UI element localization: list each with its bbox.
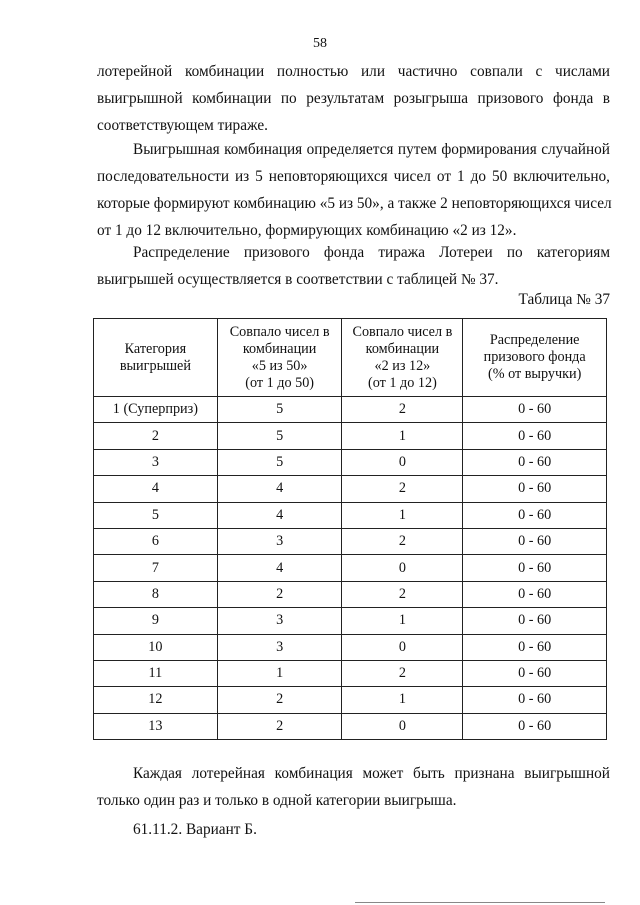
cell-category: 3 (94, 449, 218, 475)
cell-distribution: 0 - 60 (463, 687, 607, 713)
cell-match-5-of-50: 5 (217, 449, 342, 475)
text-line: которые формируют комбинацию «5 из 50», а также 2 неповторяющихся чисел (97, 195, 612, 212)
cell-distribution: 0 - 60 (463, 476, 607, 502)
table-row (94, 528, 607, 554)
table-caption: Таблица № 37 (518, 291, 610, 308)
cell-match-2-of-12: 1 (342, 687, 463, 713)
text-line: Выигрышная комбинация определяется путем формирования случайной (133, 141, 610, 158)
cell-match-5-of-50: 3 (217, 634, 342, 660)
table-row (94, 502, 607, 528)
cell-category: 4 (94, 476, 218, 502)
text-line: выигрышной комбинации по результатам розыгрыша призового фонда в (97, 90, 610, 107)
header-category: Категория выигрышей (94, 319, 218, 397)
text-line: соответствующем тираже. (97, 117, 268, 134)
cell-category: 9 (94, 608, 218, 634)
cell-category: 13 (94, 713, 218, 739)
text-line: 61.11.2. Вариант Б. (133, 821, 257, 838)
cell-match-5-of-50: 5 (217, 397, 342, 423)
header-match-2-of-12: Совпало чисел в комбинации «2 из 12» (от 1 до 12) (342, 319, 463, 397)
paragraph-winning-combination (97, 136, 610, 244)
cell-category: 2 (94, 423, 218, 449)
table-row (94, 423, 607, 449)
cell-match-2-of-12: 0 (342, 449, 463, 475)
cell-distribution: 0 - 60 (463, 660, 607, 686)
cell-distribution: 0 - 60 (463, 502, 607, 528)
cell-category: 6 (94, 528, 218, 554)
cell-match-2-of-12: 1 (342, 423, 463, 449)
cell-match-2-of-12: 2 (342, 476, 463, 502)
cell-match-2-of-12: 1 (342, 502, 463, 528)
text-line: последовательности из 5 неповторяющихся чисел от 1 до 50 включительно, (97, 168, 610, 185)
page-footer-divider (355, 902, 605, 903)
cell-match-2-of-12: 1 (342, 608, 463, 634)
cell-distribution: 0 - 60 (463, 581, 607, 607)
cell-distribution: 0 - 60 (463, 528, 607, 554)
cell-category: 8 (94, 581, 218, 607)
page-number: 58 (313, 36, 327, 51)
cell-match-2-of-12: 0 (342, 555, 463, 581)
paragraph-single-win (97, 760, 610, 814)
text-line: от 1 до 12 включительно, формирующих комбинацию «2 из 12». (97, 222, 517, 239)
cell-match-2-of-12: 2 (342, 528, 463, 554)
table-row (94, 476, 607, 502)
cell-category: 1 (Суперприз) (94, 397, 218, 423)
cell-category: 5 (94, 502, 218, 528)
cell-category: 11 (94, 660, 218, 686)
cell-match-5-of-50: 5 (217, 423, 342, 449)
cell-match-5-of-50: 2 (217, 687, 342, 713)
table-row (94, 713, 607, 739)
header-match-5-of-50: Совпало чисел в комбинации «5 из 50» (от 1 до 50) (217, 319, 342, 397)
table-row (94, 660, 607, 686)
cell-match-2-of-12: 2 (342, 397, 463, 423)
cell-match-5-of-50: 3 (217, 608, 342, 634)
cell-distribution: 0 - 60 (463, 713, 607, 739)
table-row (94, 397, 607, 423)
cell-distribution: 0 - 60 (463, 634, 607, 660)
cell-match-5-of-50: 2 (217, 581, 342, 607)
table-row (94, 581, 607, 607)
table-row (94, 608, 607, 634)
paragraph-distribution (97, 239, 610, 293)
cell-distribution: 0 - 60 (463, 555, 607, 581)
header-prize-distribution: Распределение призового фонда (% от выручки) (463, 319, 607, 397)
text-line: только один раз и только в одной категории выигрыша. (97, 792, 457, 809)
section-heading-variant-b (97, 816, 610, 843)
cell-match-5-of-50: 1 (217, 660, 342, 686)
cell-distribution: 0 - 60 (463, 397, 607, 423)
table-row (94, 449, 607, 475)
table-row (94, 555, 607, 581)
cell-distribution: 0 - 60 (463, 608, 607, 634)
paragraph-continuation (97, 58, 610, 139)
cell-match-2-of-12: 0 (342, 713, 463, 739)
table-header-row (94, 319, 607, 397)
text-line: Каждая лотерейная комбинация может быть признана выигрышной (133, 765, 610, 782)
cell-distribution: 0 - 60 (463, 423, 607, 449)
cell-match-5-of-50: 4 (217, 555, 342, 581)
cell-match-5-of-50: 2 (217, 713, 342, 739)
text-line: лотерейной комбинации полностью или частично совпали с числами (97, 63, 610, 80)
cell-category: 12 (94, 687, 218, 713)
cell-match-5-of-50: 4 (217, 502, 342, 528)
cell-category: 10 (94, 634, 218, 660)
cell-match-2-of-12: 2 (342, 581, 463, 607)
cell-distribution: 0 - 60 (463, 449, 607, 475)
cell-category: 7 (94, 555, 218, 581)
text-line: Распределение призового фонда тиража Лотереи по категориям (133, 244, 610, 261)
cell-match-5-of-50: 3 (217, 528, 342, 554)
table-row (94, 634, 607, 660)
text-line: выигрышей осуществляется в соответствии с таблицей № 37. (97, 271, 499, 288)
cell-match-5-of-50: 4 (217, 476, 342, 502)
prize-distribution-table (93, 318, 607, 740)
cell-match-2-of-12: 2 (342, 660, 463, 686)
table-row (94, 687, 607, 713)
cell-match-2-of-12: 0 (342, 634, 463, 660)
